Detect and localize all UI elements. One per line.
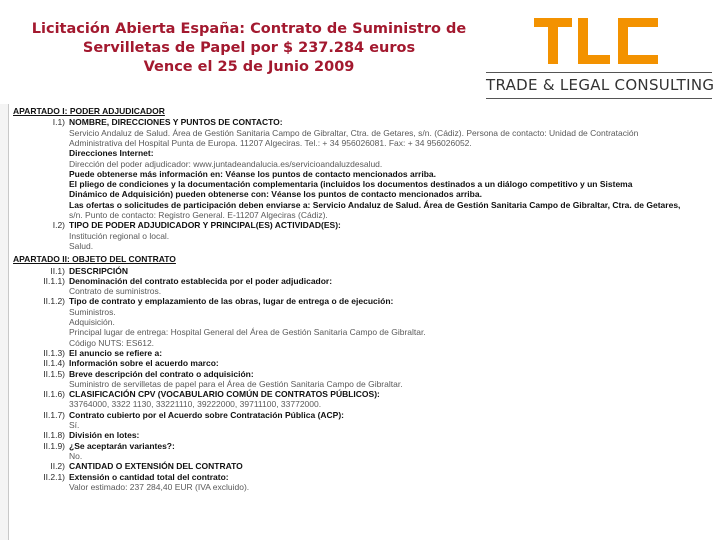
clause-label: Contrato cubierto por el Acuerdo sobre Contratación Pública (ACP): (69, 409, 345, 420)
document-line (9, 379, 709, 389)
document-line (9, 200, 709, 210)
document-line (9, 179, 709, 189)
document-line (9, 348, 709, 358)
section-heading-poder-adjudicador: APARTADO I: PODER ADJUDICADOR (13, 106, 165, 116)
clause-label: Tipo de contrato y emplazamiento de las obras, lugar de entrega o de ejecución: (69, 296, 394, 307)
logo-divider-bottom (486, 98, 712, 99)
clause-label: DESCRIPCIÓN (69, 265, 129, 276)
clause-label: NOMBRE, DIRECCIONES Y PUNTOS DE CONTACTO: (69, 117, 283, 128)
clause-number: II.1.2) (43, 296, 65, 307)
clause-text: Administrativa del Hospital Punta de Europa. 11207 Algeciras. Tel.: + 34 956026081. Fax: + 34 956026052. (69, 137, 472, 148)
document-line (9, 241, 709, 251)
document-line (9, 296, 709, 306)
document-line (9, 307, 709, 317)
document-line (9, 410, 709, 420)
clause-text: Dirección del poder adjudicador: www.juntadeandalucia.es/servicioandaluzdesalud. (69, 158, 383, 169)
clause-label: Direcciones Internet: (69, 148, 154, 159)
clause-text: Adquisición. (69, 317, 115, 327)
document-line (9, 399, 709, 409)
clause-text: Código NUTS: ES612. (69, 337, 155, 348)
clause-text: Contrato de suministros. (69, 286, 162, 297)
document-line (9, 169, 709, 179)
clause-number: II.2.1) (43, 471, 65, 482)
document-margin (0, 104, 8, 540)
clause-label: El anuncio se refiere a: (69, 347, 163, 358)
company-logo (486, 14, 715, 94)
clause-text: Valor estimado: 237 284,40 EUR (IVA excluido). (69, 481, 250, 492)
clause-number: II.1.5) (43, 368, 65, 379)
title-line-2: Servilletas de Papel por $ 237.284 euros (82, 40, 416, 56)
clause-label: TIPO DE PODER ADJUDICADOR Y PRINCIPAL(ES) ACTIVIDAD(ES): (69, 220, 341, 231)
clause-number: II.1.1) (43, 275, 65, 286)
document-line (9, 210, 709, 220)
document-line (9, 451, 709, 461)
clause-label: Información sobre el acuerdo marco: (69, 358, 219, 369)
clause-label: Denominación del contrato establecida por el poder adjudicador: (69, 275, 333, 286)
clause-text: s/n. Punto de contacto: Registro General. E-11207 Algeciras (Cádiz). (69, 210, 328, 220)
document-line (9, 128, 709, 138)
section-heading-objeto-contrato: APARTADO II: OBJETO DEL CONTRATO (13, 254, 176, 265)
document-line (9, 138, 709, 148)
clause-label: Las ofertas o solicitudes de participación deben enviarse a: Servicio Andaluz de Salud. Área de Gestión Sanitaria Campo de Gibraltar, Ctra. de Getares, (69, 199, 681, 210)
clause-number: II.1.6) (43, 389, 65, 400)
document-line (9, 472, 709, 482)
document-line (9, 482, 709, 492)
logo-divider-top (486, 72, 712, 73)
document-line (9, 358, 709, 368)
clause-label: CLASIFICACIÓN CPV (VOCABULARIO COMÚN DE CONTRATOS PÚBLICOS): (69, 389, 380, 400)
document-line (9, 231, 709, 241)
clause-number: II.1.8) (43, 430, 65, 441)
document-line (9, 189, 709, 199)
document-line (9, 369, 709, 379)
document-line (9, 389, 709, 399)
document-line (9, 327, 709, 337)
clause-text: Principal lugar de entrega: Hospital General del Área de Gestión Sanitaria Campo de Gibraltar. (69, 327, 426, 338)
clause-label: ¿Se aceptarán variantes?: (69, 440, 175, 451)
clause-text: Servicio Andaluz de Salud. Área de Gestión Sanitaria Campo de Gibraltar, Ctra. de Getares, s/n. (Cádiz). Persona de contacto: Unidad de Contratación (69, 127, 639, 138)
clause-text: 33764000, 3322 1130, 33221110, 39222000, 39711100, 33772000. (69, 399, 322, 410)
clause-text: No. (69, 450, 83, 461)
document-line (9, 117, 709, 127)
document-line (9, 266, 709, 276)
clause-label: Breve descripción del contrato o adquisición: (69, 368, 254, 379)
document-line (9, 220, 709, 230)
clause-label: CANTIDAD O EXTENSIÓN DEL CONTRATO (69, 461, 243, 472)
tlc-logo-mark (534, 18, 662, 66)
title-line-3: Vence el 25 de Junio 2009 (143, 59, 355, 75)
document-line (9, 286, 709, 296)
clause-label: El pliego de condiciones y la documentación complementaria (incluidos los documentos destinados a un diálogo competitivo y un Sistema (69, 179, 633, 190)
clause-number: II.1) (50, 265, 65, 276)
clause-number: I.2) (52, 220, 65, 231)
clause-number: II.1.3) (43, 347, 65, 358)
clause-text: Suministros. (69, 306, 116, 317)
clause-text: Institución regional o local. (69, 230, 170, 241)
document-line (9, 148, 709, 158)
document-line (9, 317, 709, 327)
clause-number: II.1.4) (43, 358, 65, 369)
document-line (9, 420, 709, 430)
document-line (9, 430, 709, 440)
clause-label: División en lotes: (69, 430, 140, 441)
document-line (9, 276, 709, 286)
document-line (9, 441, 709, 451)
clause-label: Puede obtenerse más información en: Véanse los puntos de contacto mencionados arriba. (69, 168, 437, 179)
page-title (18, 20, 480, 77)
clause-number: II.1.9) (43, 440, 65, 451)
clause-text: Suministro de servilletas de papel para el Área de Gestión Sanitaria Campo de Gibraltar. (69, 378, 403, 389)
document-line (9, 338, 709, 348)
clause-text: Salud. (69, 240, 94, 251)
clause-number: I.1) (52, 117, 65, 128)
clause-label: Dinámico de Adquisición) pueden obtenerse con: Véanse los puntos de contacto mencionados arriba. (69, 189, 482, 200)
title-line-1: Licitación Abierta España: Contrato de Suministro de (31, 21, 467, 37)
clause-text: Sí. (69, 420, 80, 430)
logo-caption: TRADE & LEGAL CONSULTING (486, 76, 715, 94)
document-line (9, 159, 709, 169)
clause-label: Extensión o cantidad total del contrato: (69, 471, 229, 482)
document-line (9, 461, 709, 471)
document-scan (8, 104, 715, 540)
clause-number: II.2) (50, 461, 65, 472)
clause-number: II.1.7) (43, 409, 65, 420)
